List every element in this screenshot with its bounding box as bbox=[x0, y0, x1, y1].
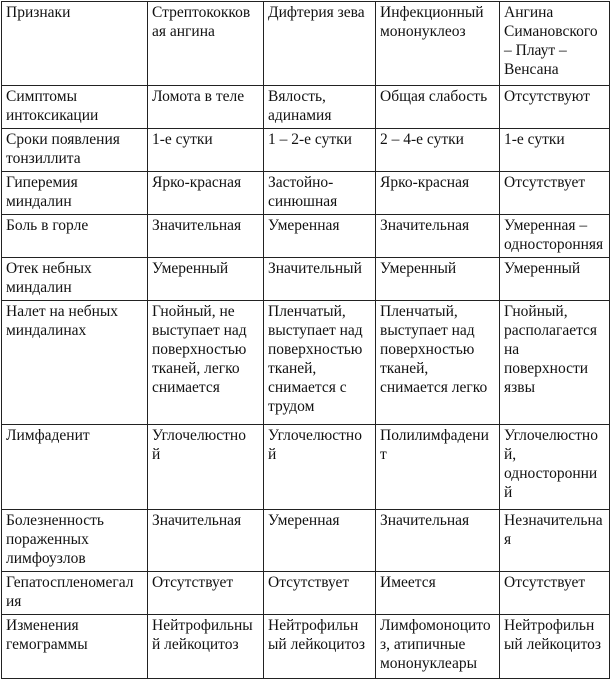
table-cell: Отсутствует bbox=[148, 572, 264, 615]
row-label: Налет на небных миндалинах bbox=[2, 301, 148, 425]
table-cell: Углочелюстно й bbox=[148, 425, 264, 510]
table-cell: Значительный bbox=[264, 258, 376, 301]
table-cell: Пленчатый, выступает над поверхностью тканей, снимается с трудом bbox=[264, 301, 376, 425]
table-cell: Умеренный bbox=[376, 258, 500, 301]
table-cell: Гнойный, располагается на поверхности язвы bbox=[500, 301, 610, 425]
table-row bbox=[2, 572, 610, 615]
header-cell-strep-angina: Стрептококков ая ангина bbox=[148, 2, 264, 86]
header-cell-mononucleosis: Инфекционный мононуклеоз bbox=[376, 2, 500, 86]
table-cell: 2 – 4-е сутки bbox=[376, 129, 500, 172]
table-row bbox=[2, 615, 610, 679]
row-label: Боль в горле bbox=[2, 215, 148, 258]
table-cell: Отсутствует bbox=[264, 572, 376, 615]
table-cell: Ярко-красная bbox=[376, 172, 500, 215]
row-label: Болезненность пораженных лимфоузлов bbox=[2, 510, 148, 572]
table-cell: Ломота в теле bbox=[148, 86, 264, 129]
table-cell: Пленчатый, выступает над поверхностью тканей, снимается легко bbox=[376, 301, 500, 425]
table-cell: Умеренный bbox=[148, 258, 264, 301]
header-row bbox=[2, 2, 610, 86]
table-cell: Нейтрофильны й лейкоцитоз bbox=[148, 615, 264, 679]
table-cell: Полилимфадени т bbox=[376, 425, 500, 510]
row-label: Отек небных миндалин bbox=[2, 258, 148, 301]
table-cell: Умеренная – односторонняя bbox=[500, 215, 610, 258]
table-cell: Гнойный, не выступает над поверхностью тканей, легко снимается bbox=[148, 301, 264, 425]
row-label: Гиперемия миндалин bbox=[2, 172, 148, 215]
table-row bbox=[2, 425, 610, 510]
table-cell: 1 – 2-е сутки bbox=[264, 129, 376, 172]
table-row bbox=[2, 86, 610, 129]
row-label: Лимфаденит bbox=[2, 425, 148, 510]
table-row bbox=[2, 129, 610, 172]
table-cell: Значительная bbox=[376, 215, 500, 258]
row-label: Сроки появления тонзиллита bbox=[2, 129, 148, 172]
table-row bbox=[2, 301, 610, 425]
row-label: Гепатоспленомегал ия bbox=[2, 572, 148, 615]
table-cell: Отсутствует bbox=[500, 172, 610, 215]
row-label: Изменения гемограммы bbox=[2, 615, 148, 679]
table-row bbox=[2, 215, 610, 258]
table-cell: Значительная bbox=[376, 510, 500, 572]
header-cell-signs: Признаки bbox=[2, 2, 148, 86]
table-cell: Умеренная bbox=[264, 215, 376, 258]
table-row bbox=[2, 172, 610, 215]
table-cell: Отсутствует bbox=[500, 572, 610, 615]
row-label: Симптомы интоксикации bbox=[2, 86, 148, 129]
table-cell: Незначительна я bbox=[500, 510, 610, 572]
comparison-table bbox=[1, 1, 610, 679]
table-cell: Лимфомоноцито з, атипичные мононуклеары bbox=[376, 615, 500, 679]
header-cell-diphtheria: Дифтерия зева bbox=[264, 2, 376, 86]
header-cell-vincent-angina: Ангина Симановского – Плаут – Венсана bbox=[500, 2, 610, 86]
table-cell: Общая слабость bbox=[376, 86, 500, 129]
table-cell: 1-е сутки bbox=[500, 129, 610, 172]
table-cell: Ярко-красная bbox=[148, 172, 264, 215]
table-cell: Умеренный bbox=[500, 258, 610, 301]
table-cell: Имеется bbox=[376, 572, 500, 615]
table-cell: Значительная bbox=[148, 510, 264, 572]
table-cell: Застойно- синюшная bbox=[264, 172, 376, 215]
table-cell: Значительная bbox=[148, 215, 264, 258]
table-cell: Отсутствуют bbox=[500, 86, 610, 129]
table-cell: 1-е сутки bbox=[148, 129, 264, 172]
table-cell: Умеренная bbox=[264, 510, 376, 572]
table-cell: Вялость, адинамия bbox=[264, 86, 376, 129]
table-cell: Углочелюстно й bbox=[264, 425, 376, 510]
table-cell: Нейтрофильн ый лейкоцитоз bbox=[500, 615, 610, 679]
table-cell: Нейтрофильн ый лейкоцитоз bbox=[264, 615, 376, 679]
table-row bbox=[2, 510, 610, 572]
table-row bbox=[2, 258, 610, 301]
table-cell: Углочелюстно й, односторонни й bbox=[500, 425, 610, 510]
